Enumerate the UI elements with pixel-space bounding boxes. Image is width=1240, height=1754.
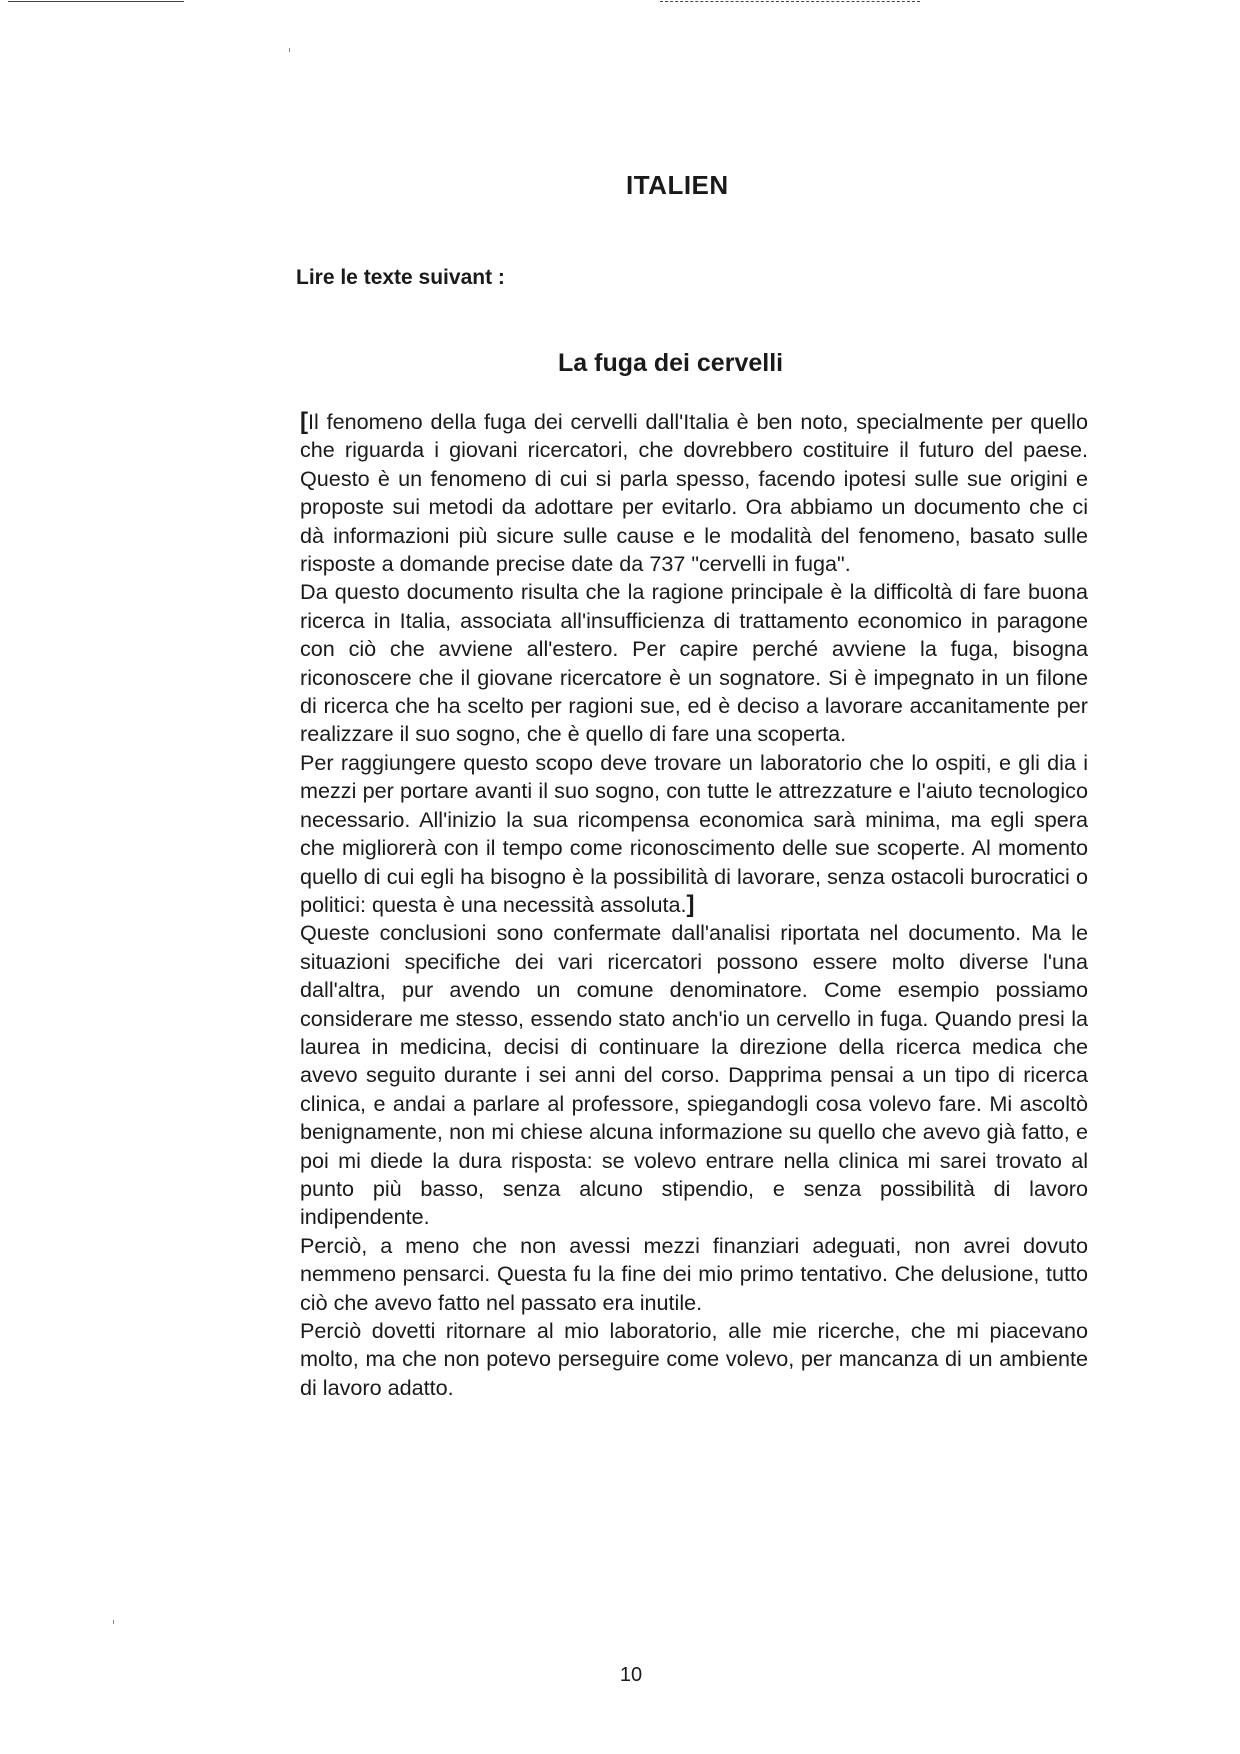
paragraph — [300, 578, 1088, 748]
page-number: 10 — [619, 1664, 643, 1686]
scan-speck — [289, 48, 290, 52]
paragraph-text: Da questo documento risulta che la ragione principale è la difficoltà di fare buona ricerca in Italia, associata all'insufficienza di trattamento economico in paragone con ciò che avviene all'estero. Per capire perché avviene la fuga, bisogna riconoscere che il giovane ricercatore è un sognatore. Si è impegnato in un filone di ricerca che ha scelto per ragioni sue, ed è deciso a lavorare accanitamente per realizzare il suo sogno, che è quello di fare una scoperta. — [300, 579, 1088, 747]
paragraph — [300, 1317, 1088, 1402]
paragraph-text: Il fenomeno della fuga dei cervelli dall'Italia è ben noto, specialmente per quello che riguarda i giovani ricercatori, che dovrebbero costituire il futuro del paese. Questo è un fenomeno di cui si parla spesso, facendo ipotesi sulle sue origini e proposte sui metodi da adottare per evitarlo. Ora abbiamo un documento che ci dà informazioni più sicure sulle cause e le modalità del fenomeno, basato sulle risposte a domande precise date da 737 "cervelli in fuga". — [300, 409, 1088, 577]
paragraph-text: Queste conclusioni sono confermate dall'analisi riportata nel documento. Ma le situazioni specifiche dei vari ricercatori possono essere molto diverse l'una dall'altra, pur avendo un comune denominatore. Come esempio possiamo considerare me stesso, essendo stato anch'io un cervello in fuga. Quando presi la laurea in medicina, decisi di continuare la direzione della ricerca medica che avevo seguito durante i sei anni del corso. Dapprima pensai a un tipo di ricerca clinica, e andai a parlare al professore, spiegandogli cosa volevo fare. Mi ascoltò benignamente, non mi chiese alcuna informazione su quello che avevo già fatto, e poi mi diede la dura risposta: se volevo entrare nella clinica mi sarei trovato al punto più basso, senza alcuno stipendio, e senza possibilità di lavoro indipendente. — [300, 920, 1088, 1230]
scan-edge-line-right — [660, 1, 920, 2]
paragraph-text: Perciò dovetti ritornare al mio laboratorio, alle mie ricerche, che mi piacevano molto, ma che non potevo perseguire come volevo, per mancanza di un ambiente di lavoro adatto. — [300, 1318, 1088, 1400]
paragraph — [300, 408, 1088, 578]
bracket-close: ] — [686, 890, 695, 918]
paragraph — [300, 749, 1088, 919]
subject-heading: ITALIEN — [626, 170, 729, 200]
article-body — [300, 408, 1088, 1402]
bracket-open: [ — [300, 408, 308, 435]
paragraph-text: Per raggiungere questo scopo deve trovare un laboratorio che lo ospiti, e gli dia i mezzi per portare avanti il suo sogno, con tutte le attrezzature e l'aiuto tecnologico necessario. All'inizio la sua ricompensa economica sarà minima, ma egli spera che migliorerà con il tempo come riconoscimento delle sue scoperte. Al momento quello di cui egli ha bisogno è la possibilità di lavorare, senza ostacoli burocratici o politici: questa è una necessità assoluta. — [300, 749, 1088, 917]
paragraph — [300, 919, 1088, 1231]
instruction-heading: Lire le texte suivant : — [296, 266, 505, 289]
scan-speck — [113, 1620, 114, 1624]
article-title: La fuga dei cervelli — [558, 349, 784, 377]
scan-edge-line-left — [8, 1, 184, 2]
paragraph — [300, 1232, 1088, 1317]
paragraph-text: Perciò, a meno che non avessi mezzi finanziari adeguati, non avrei dovuto nemmeno pensarci. Questa fu la fine dei mio primo tentativo. Che delusione, tutto ciò che avevo fatto nel passato era inutile. — [300, 1232, 1088, 1315]
